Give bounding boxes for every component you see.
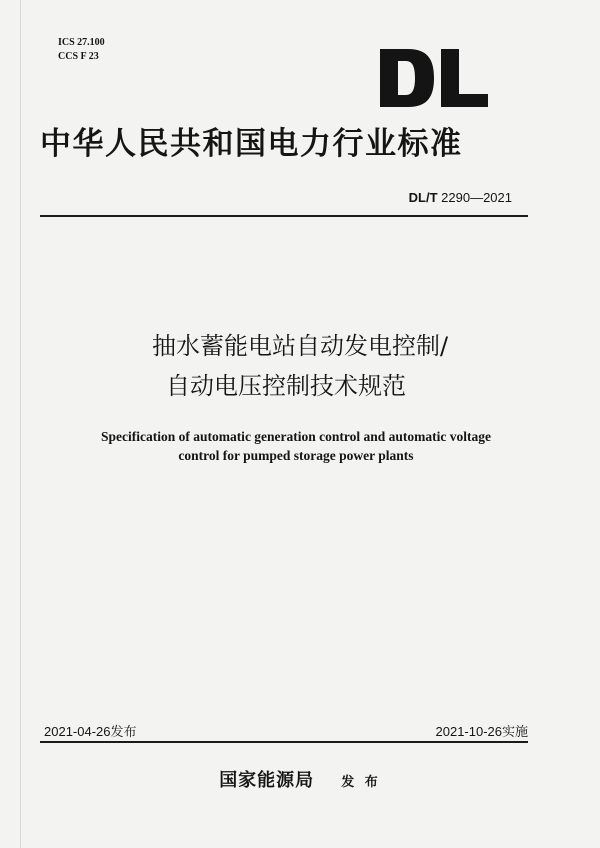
chinese-title-line-2: 自动电压控制技术规范: [166, 372, 406, 400]
page-margin-line: [20, 0, 21, 848]
implementation-date: 2021-10-26实施: [435, 724, 528, 739]
issue-date: 2021-04-26发布: [44, 724, 137, 739]
classification-codes: [58, 36, 105, 64]
publish-action: 发 布: [341, 775, 381, 790]
ics-code: ICS 27.100: [58, 37, 105, 48]
chinese-title-line-1: 抽水蓄能电站自动发电控制/: [151, 332, 449, 360]
dl-logo: [378, 46, 490, 110]
english-title-line-1: Specification of automatic generation control and automatic voltage: [100, 429, 492, 444]
english-title-line-2: control for pumped storage power plants: [178, 448, 414, 463]
organization-title: 中华人民共和国电力行业标准: [40, 126, 463, 162]
bottom-divider: [40, 741, 528, 743]
standard-prefix: DL/T: [408, 190, 438, 205]
ccs-code: CCS F 23: [58, 51, 99, 62]
standard-code: 2290—2021: [441, 190, 512, 205]
top-divider: [40, 215, 528, 217]
standard-number: [409, 190, 512, 205]
publisher-line: [0, 766, 600, 792]
publisher-name: 国家能源局: [219, 770, 315, 791]
